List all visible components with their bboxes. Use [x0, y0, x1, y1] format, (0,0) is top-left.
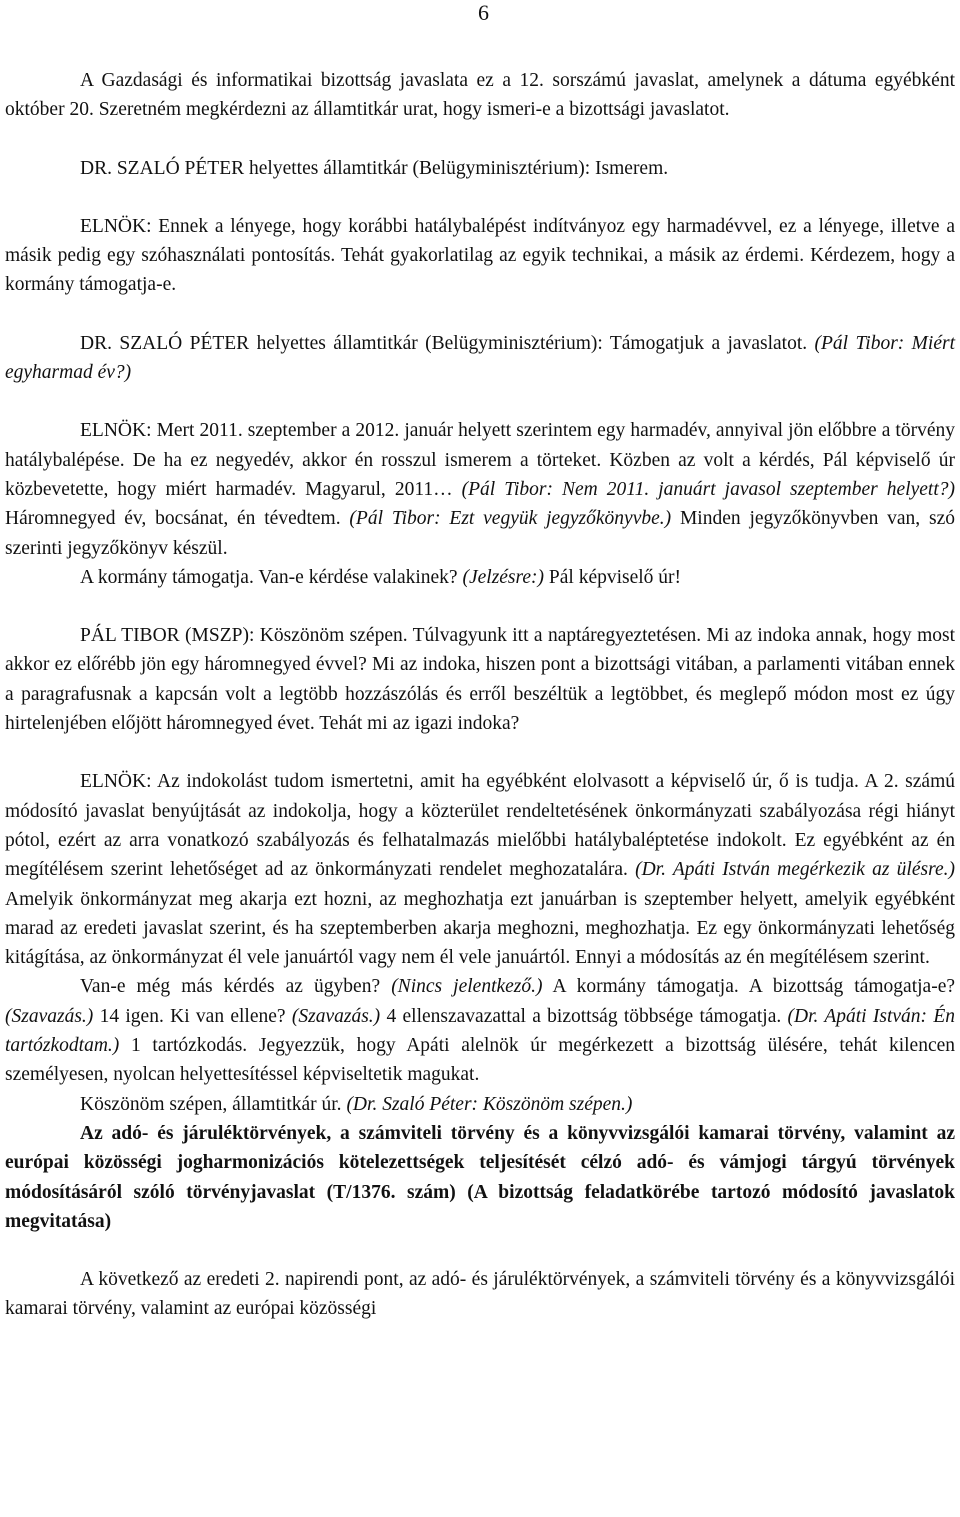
- interjection-text: (Pál Tibor: Nem 2011. januárt javasol szeptember helyett?): [461, 478, 955, 500]
- page-number: 6: [478, 0, 489, 25]
- paragraph: [5, 66, 955, 125]
- paragraph-last: A következő az eredeti 2. napirendi pont, az adó- és járuléktörvények, a számviteli törvény és a könyvvizsgálói kamarai törvény, valamint az európai közösségi: [5, 1269, 955, 1320]
- paragraph-text: ELNÖK: Mert 2011. szeptember a 2012. január helyett szerintem egy harmadév, annyival jön előbbre a törvény hatálybalépése. De ha ez negyedév, akkor én rosszul ismerem a törteket. Közben az volt a kérdés, Pál képviselő úr közbevetette, hogy miért harmadév. Magyarul, 2011…: [5, 420, 955, 500]
- paragraph: [5, 1090, 955, 1119]
- paragraph-text: 14 igen. Ki van ellene?: [93, 1005, 292, 1027]
- paragraph-text: Köszönöm szépen, államtitkár úr.: [80, 1093, 347, 1115]
- paragraph-text: A kormány támogatja. A bizottság támogatja-e?: [542, 976, 955, 998]
- paragraph: [5, 416, 955, 562]
- paragraph: [5, 621, 955, 738]
- paragraph-text: Amelyik önkormányzat meg akarja ezt hozni, az meghozhatja ezt januárban is szeptember helyett, amelyik egyébként marad az eredeti javaslat szerint, és ha szeptemberben akarja meghozni, meghozhatja. Ez egy önkormányzati lehetőség kitágítása, az önkormányzat él vele januártól vagy nem él vele januártól. Ennyi a módosítás az én megítélésem szerint.: [5, 888, 955, 969]
- paragraph-text: ELNÖK: Ennek a lényege, hogy korábbi hatálybalépést indítványoz egy harmadévvel, ez a lényege, illetve a másik pedig egy szóhasználati pontosítás. Tehát gyakorlatilag az egyik technikai, a másik az érdemi. Kérdezem, hogy a kormány támogatja-e.: [5, 215, 955, 296]
- interjection-text: (Nincs jelentkező.): [391, 976, 543, 998]
- interjection-text: (Jelzésre:): [462, 566, 545, 588]
- paragraph-text: DR. SZALÓ PÉTER helyettes államtitkár (Belügyminisztérium): Támogatjuk a javaslatot.: [80, 332, 815, 354]
- paragraph: [5, 972, 955, 1089]
- paragraph-text: A Gazdasági és informatikai bizottság javaslata ez a 12. sorszámú javaslat, amelynek a dátuma egyébként október 20. Szeretném megkérdezni az államtitkár urat, hogy ismeri-e a bizottsági javaslatot.: [5, 70, 955, 121]
- paragraph-text: 1 tartózkodás. Jegyezzük, hogy Apáti alelnök úr megérkezett a bizottság ülésére, tehát kilencen személyesen, nyolcan helyettesítéssel képviseltetik magukat.: [5, 1035, 955, 1086]
- paragraph-text: Minden jegyzőkönyvben van, szó szerinti jegyzőkönyv készül.: [5, 508, 955, 559]
- paragraph: [5, 154, 955, 183]
- interjection-text: (Dr. Apáti István megérkezik az ülésre.): [635, 859, 955, 881]
- paragraph: [5, 767, 955, 972]
- paragraph-text: DR. SZALÓ PÉTER helyettes államtitkár (Belügyminisztérium): Ismerem.: [80, 157, 669, 179]
- paragraph-text: Van-e még más kérdés az ügyben?: [80, 976, 392, 998]
- paragraph-text: PÁL TIBOR (MSZP): Köszönöm szépen. Túlvagyunk itt a naptáregyeztetésen. Mi az indoka annak, hogy most akkor ez előrébb jön egy háromnegyed évvel? Mi az indoka, hiszen pont a bizottsági vitában, a parlamenti vitában ennek a paragrafusnak a kapcsán volt a legtöbb hozzászólás és erről beszéltük a legtöbbet, és meglepő módon most ez úgy hirtelenjében előjött háromnegyed évet. Tehát mi az igazi indoka?: [5, 625, 955, 735]
- interjection-text: (Szavazás.): [5, 1005, 94, 1027]
- paragraph-text: Háromnegyed év, bocsánat, én tévedtem.: [5, 508, 350, 530]
- paragraph-text: A kormány támogatja. Van-e kérdése valakinek?: [80, 566, 463, 588]
- paragraph-text: ELNÖK: Az indokolást tudom ismertetni, amit ha egyébként elolvasott a képviselő úr, ő is tudja. A 2. számú módosító javaslat benyújtását az indokolja, hogy a közterület rendeltetésének önkormányzati szabályozása régi hiányt pótol, ezért az arra vonatkozó szabályozás és felhatalmazás mielőbbi hatálybaléptetése indokolt. Ez egyébként az én megítélésem szerint lehetőséget ad az önkormányzati rendelet meghozatalára.: [5, 771, 955, 881]
- document-body: [5, 66, 955, 1324]
- paragraph: [5, 329, 955, 388]
- paragraph-text: Pál képviselő úr!: [544, 566, 682, 588]
- interjection-text: (Pál Tibor: Miért egyharmad év?): [5, 332, 955, 384]
- paragraph: [5, 212, 955, 300]
- interjection-text: (Pál Tibor: Ezt vegyük jegyzőkönyvbe.): [349, 508, 672, 530]
- interjection-text: (Dr. Szaló Péter: Köszönöm szépen.): [346, 1093, 633, 1115]
- interjection-text: (Szavazás.): [291, 1005, 381, 1027]
- interjection-text: (Dr. Apáti István: Én tartózkodtam.): [5, 1005, 955, 1057]
- paragraph: [5, 563, 955, 592]
- paragraph-text: 4 ellenszavazattal a bizottság többsége támogatja.: [380, 1005, 788, 1027]
- section-title: Az adó- és járuléktörvények, a számviteli törvény és a könyvvizsgálói kamarai törvény, valamint az európai közösségi jogharmonizációs kötelezettségek teljesítését célzó adó- és vámjogi tárgyú törvények módosításáról szóló törvényjavaslat (T/1376. szám) (A bizottság feladatkörébe tartozó módosító javaslatok megvitatása): [5, 1122, 955, 1232]
